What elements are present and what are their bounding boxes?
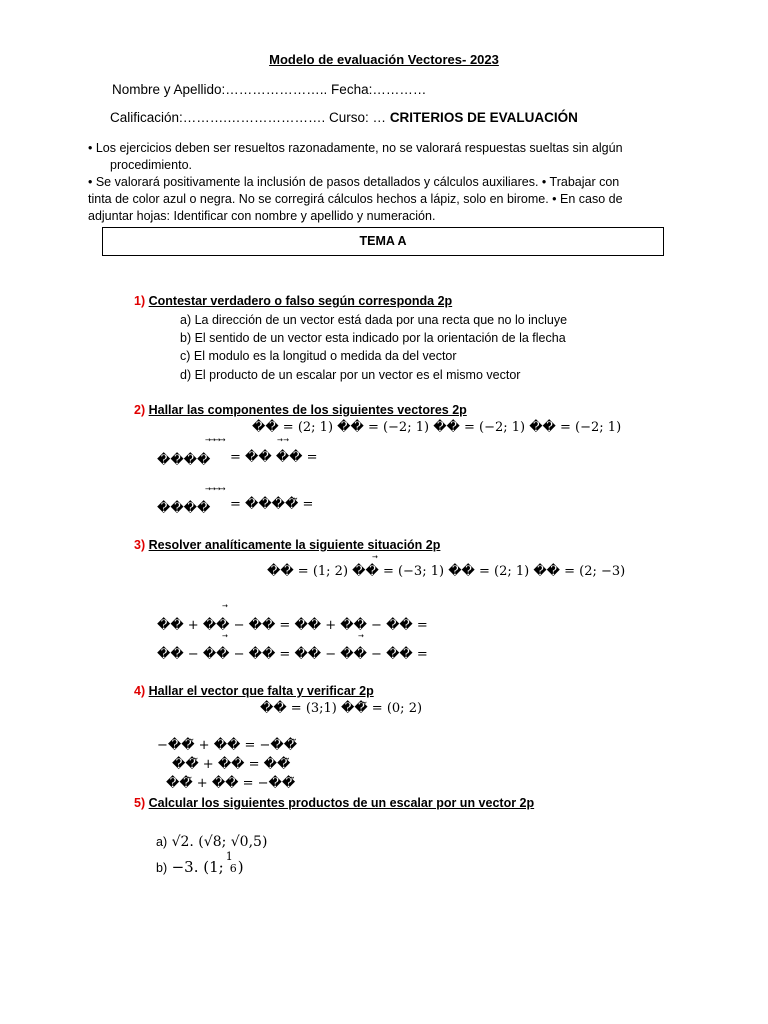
q4-eq3: ��̃ + �� = −��̃ xyxy=(166,776,296,791)
item-label: b) xyxy=(156,861,168,875)
q5-expression-b: −3. (1; xyxy=(171,858,224,876)
q1-item-d: d) El producto de un escalar por un vector es el mismo vector xyxy=(180,368,521,382)
q2-eq1-left: ���� xyxy=(157,453,211,468)
question-4-heading xyxy=(134,684,374,698)
question-number: 1) xyxy=(134,294,146,308)
q4-eq1: −��̃ + �� = −��̃ xyxy=(157,738,298,753)
fraction xyxy=(224,850,238,875)
fraction-denominator: 6 xyxy=(229,862,237,875)
q2-given-vectors: �� = (2; 1) �� = (−2; 1) �� = (−2; 1) �� = (−2; 1) xyxy=(252,420,622,435)
page-title: Modelo de evaluación Vectores- 2023 xyxy=(269,52,499,67)
q4-given-vectors: �� = (3;1) ��̃ = (0; 2) xyxy=(260,701,423,716)
vector-arrow-icon: →→→→ xyxy=(205,436,225,444)
question-title: Contestar verdadero o falso según corresponda 2p xyxy=(148,294,453,308)
instruction-line: tinta de color azul o negra. No se corregirá cálculos hechos a lápiz, solo en birome. • En caso de xyxy=(88,192,623,206)
question-2-heading xyxy=(134,403,467,417)
vector-arrow-icon: → xyxy=(222,602,227,610)
q1-item-c: c) El modulo es la longitud o medida da del vector xyxy=(180,349,457,363)
question-number: 3) xyxy=(134,538,146,552)
instructions xyxy=(88,140,648,225)
grade-course-text: Calificación:……….…………………. Curso: … xyxy=(110,110,387,125)
instruction-line: adjuntar hojas: Identificar con nombre y apellido y numeración. xyxy=(88,209,436,223)
q1-item-b: b) El sentido de un vector esta indicado por la orientación de la flecha xyxy=(180,331,566,345)
question-title: Hallar el vector que falta y verificar 2p xyxy=(148,684,374,698)
tema-box: TEMA A xyxy=(102,227,664,256)
item-label: a) xyxy=(156,835,168,849)
name-date-line: Nombre y Apellido:………………….. Fecha:………… xyxy=(112,82,427,97)
question-3-heading xyxy=(134,538,440,552)
q4-eq2: ��̃ + �� = ��̃ xyxy=(172,757,291,772)
instruction-line: procedimiento. xyxy=(110,158,192,172)
q3-eq2: �� − �� − �� = �� − �� − �� = xyxy=(157,647,428,662)
instruction-line: • Los ejercicios deben ser resueltos razonadamente, no se valorará respuestas sueltas sin algún xyxy=(88,141,623,155)
vector-arrow-icon: → xyxy=(372,553,377,561)
question-number: 2) xyxy=(134,403,146,417)
q3-eq1: �� + �� − �� = �� + �� − �� = xyxy=(157,618,428,633)
question-title: Resolver analíticamente la siguiente situación 2p xyxy=(148,538,441,552)
question-1-heading xyxy=(134,294,452,308)
closing-paren: ) xyxy=(237,858,244,876)
criteria-heading: CRITERIOS DE EVALUACIÓN xyxy=(389,110,578,125)
instruction-line: • Se valorará positivamente la inclusión de pasos detallados y cálculos auxiliares. • Trabajar con xyxy=(88,175,620,189)
q2-eq2-left: ���� xyxy=(157,501,211,516)
question-number: 5) xyxy=(134,796,146,810)
q3-given-vectors: �� = (1; 2) �� = (−3; 1) �� = (2; 1) �� = (2; −3) xyxy=(267,564,626,579)
question-title: Calcular los siguientes productos de un escalar por un vector 2p xyxy=(148,796,535,810)
q5-item-a xyxy=(156,833,267,851)
question-5-heading xyxy=(134,796,534,810)
grade-course-line xyxy=(110,110,578,125)
q5-expression-a: √2. (√8; √0,5) xyxy=(171,834,268,850)
vector-arrow-icon: → xyxy=(358,632,363,640)
q2-eq2-right: = ����̃ = xyxy=(230,497,314,512)
question-title: Hallar las componentes de los siguientes vectores 2p xyxy=(148,403,467,417)
vector-arrow-icon: → → xyxy=(277,436,288,444)
fraction-numerator: 1 xyxy=(225,850,233,863)
vector-arrow-icon: → xyxy=(222,632,227,640)
q1-item-a: a) La dirección de un vector está dada por una recta que no lo incluye xyxy=(180,313,568,327)
question-number: 4) xyxy=(134,684,146,698)
q2-eq1-right: = �� �� = xyxy=(230,450,318,465)
q5-item-b xyxy=(156,852,244,877)
vector-arrow-icon: →→→→ xyxy=(205,485,225,493)
